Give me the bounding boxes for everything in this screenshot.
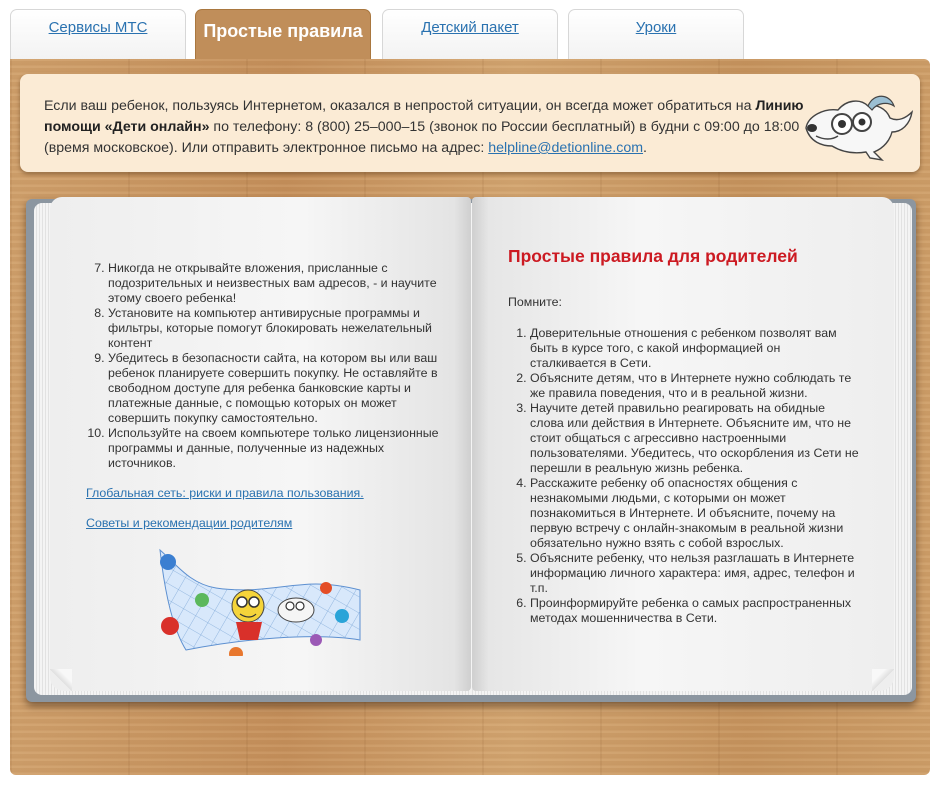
helpline-banner <box>20 74 920 172</box>
list-item: 5. Объясните ребенку, что нельзя разглашать в Интернете информацию личного характера: имя, адрес, телефон и т.п. <box>530 551 860 596</box>
rules-list <box>488 326 860 626</box>
list-item: 2. Объясните детям, что в Интернете нужно соблюдать те же правила поведения, что и в реальной жизни. <box>530 371 860 401</box>
tab-simple-rules[interactable] <box>195 9 371 61</box>
page-title: Простые правила для родителей <box>508 246 798 266</box>
remember-label: Помните: <box>508 295 562 309</box>
list-item: 6. Проинформируйте ребенка о самых распространенных методах мошенничества в Сети. <box>530 596 860 626</box>
internet-illustration-icon <box>156 544 362 656</box>
dog-mascot-icon <box>798 88 916 166</box>
helpline-name: Линию помощи «Дети онлайн» <box>44 98 804 135</box>
tab-lessons-label[interactable]: Уроки <box>635 19 677 36</box>
rules-list-continued <box>64 261 440 471</box>
helpline-email-link[interactable]: helpline@detionline.com <box>488 140 644 156</box>
tab-mts-services-label[interactable]: Сервисы МТС <box>48 19 148 36</box>
helpline-text-intro: Если ваш ребенок, пользуясь Интернетом, оказался в непростой ситуации, он всегда может обратиться на <box>44 98 756 114</box>
list-item: 10. Используйте на своем компьютере только лицензионные программы и данные, полученные из надежных источников. <box>108 426 440 471</box>
tab-simple-rules-label: Простые правила <box>203 21 363 41</box>
list-item: 8. Установите на компьютер антивирусные программы и фильтры, которые помогут блокировать нежелательный контент <box>108 306 440 351</box>
list-item: 4. Расскажите ребенку об опасностях общения с незнакомыми людьми, с которыми он может познакомиться в Интернете. И объясните, почему на первую встречу с онлайн-знакомым в реальной жизни обязательно нужно взять с собой взрослых. <box>530 476 860 551</box>
tab-kids-package[interactable] <box>382 9 558 61</box>
page-curl-left <box>50 669 72 691</box>
helpline-text-end: . <box>643 140 647 156</box>
helpline-text-details: по телефону: 8 (800) 25–000–15 (звонок по России бесплатный) в будни с 09:00 до 18:00 (время московское). Или отправить электронное письмо на адрес: <box>44 119 800 156</box>
list-item: 3. Научите детей правильно реагировать на обидные слова или действия в Интернете. Объясните им, что не стоит общаться с агрессивно настроенными пользователями. Убедитесь, что оскорбления из Сети не перешли в реальную жизнь ребенка. <box>530 401 860 476</box>
list-item: 1. Доверительные отношения с ребенком позволят вам быть в курсе того, с какой информацией он сталкивается в Сети. <box>530 326 860 371</box>
tab-lessons[interactable] <box>568 9 744 61</box>
tab-mts-services[interactable] <box>10 9 186 61</box>
tab-bar <box>10 9 930 61</box>
list-item: 7. Никогда не открывайте вложения, присланные с подозрительных и неизвестных вам адресов, - и научите этому своего ребенка! <box>108 261 440 306</box>
global-network-risks-link[interactable]: Глобальная сеть: риски и правила пользования. <box>86 486 364 500</box>
parent-advice-link[interactable]: Советы и рекомендации родителям <box>86 516 293 530</box>
tab-kids-package-label[interactable]: Детский пакет <box>421 19 519 36</box>
list-item: 9. Убедитесь в безопасности сайта, на котором вы или ваш ребенок планируете совершить покупку. Не оставляйте в свободном доступе для ребенка банковские карты и платежные данные, с помощью которых он может совершить покупку самостоятельно. <box>108 351 440 426</box>
helpline-text <box>44 96 804 159</box>
